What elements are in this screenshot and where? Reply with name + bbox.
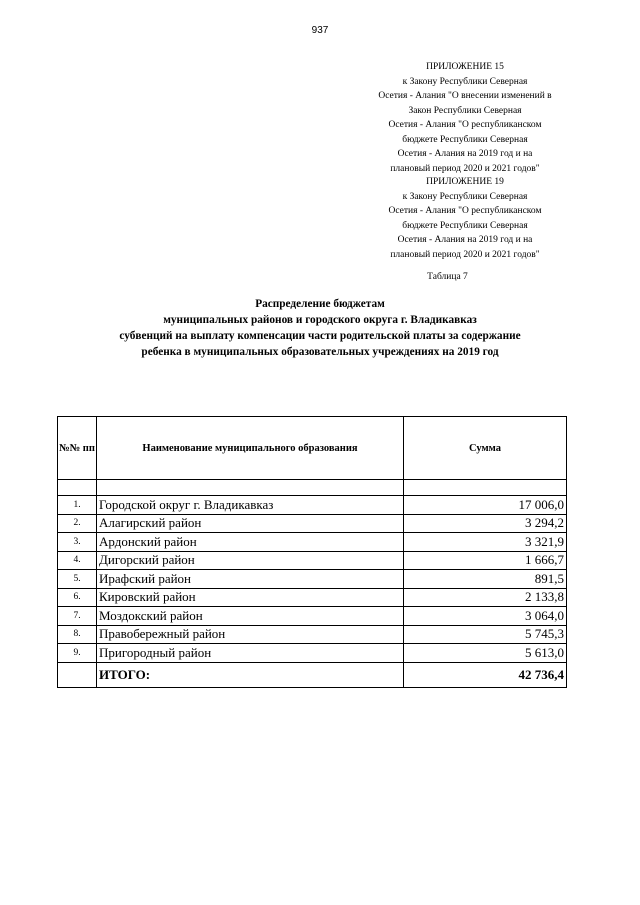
appendix-line: Осетия - Алания на 2019 год и на xyxy=(397,149,533,159)
row-name: Пригородный район xyxy=(97,644,404,663)
appendix-line: к Закону Республики Северная xyxy=(402,76,528,87)
title-line: субвенций на выплату компенсации части родительской платы за содержание xyxy=(119,330,521,342)
total-num-empty xyxy=(58,662,97,687)
row-sum: 1 666,7 xyxy=(404,551,567,570)
header-num: №№ пп xyxy=(58,417,97,480)
row-num: 6. xyxy=(58,588,97,607)
row-sum: 3 294,2 xyxy=(404,514,567,533)
row-sum: 17 006,0 xyxy=(404,496,567,515)
row-sum: 2 133,8 xyxy=(404,588,567,607)
appendix-line: Осетия - Алания "О республиканском xyxy=(388,206,542,216)
appendix-line: к Закону Республики Северная xyxy=(402,191,528,202)
row-sum: 5 745,3 xyxy=(404,625,567,644)
title-line: Распределение бюджетам xyxy=(255,298,385,310)
row-num: 1. xyxy=(58,496,97,515)
row-name: Моздокский район xyxy=(97,607,404,626)
appendix-line: ПРИЛОЖЕНИЕ 19 xyxy=(426,177,504,187)
row-num: 9. xyxy=(58,644,97,663)
row-sum: 891,5 xyxy=(404,570,567,589)
row-name: Ардонский район xyxy=(97,533,404,552)
table-row xyxy=(58,533,567,552)
row-num: 4. xyxy=(58,551,97,570)
row-name: Алагирский район xyxy=(97,514,404,533)
table-row xyxy=(58,514,567,533)
header-sum: Сумма xyxy=(404,417,567,480)
row-num: 8. xyxy=(58,625,97,644)
appendix-line: Осетия - Алания на 2019 год и на xyxy=(397,235,533,245)
row-name: Правобережный район xyxy=(97,625,404,644)
appendix-line: плановый период 2020 и 2021 годов" xyxy=(390,163,540,174)
row-sum: 3 321,9 xyxy=(404,533,567,552)
spacer-row xyxy=(58,480,567,496)
subsidy-table xyxy=(57,416,567,688)
row-num: 3. xyxy=(58,533,97,552)
title-line: муниципальных районов и городского округа г. Владикавказ xyxy=(163,314,477,326)
page-number: 937 xyxy=(311,25,329,36)
appendix-line: Закон Республики Северная xyxy=(408,105,522,116)
table-row xyxy=(58,570,567,589)
table-row xyxy=(58,625,567,644)
table-row xyxy=(58,496,567,515)
table-label: Таблица 7 xyxy=(427,272,468,282)
row-num: 2. xyxy=(58,514,97,533)
appendix-line: бюджете Республики Северная xyxy=(402,220,528,231)
row-name: Кировский район xyxy=(97,588,404,607)
document-title xyxy=(30,296,610,360)
row-sum: 3 064,0 xyxy=(404,607,567,626)
row-num: 7. xyxy=(58,607,97,626)
row-num: 5. xyxy=(58,570,97,589)
appendix-line: плановый период 2020 и 2021 годов" xyxy=(390,249,540,260)
table-row xyxy=(58,551,567,570)
total-row xyxy=(58,662,567,687)
appendix-line: Осетия - Алания "О внесении изменений в xyxy=(378,91,552,101)
table-row xyxy=(58,607,567,626)
total-sum: 42 736,4 xyxy=(404,662,567,687)
row-name: Городской округ г. Владикавказ xyxy=(97,496,404,515)
table-row xyxy=(58,644,567,663)
appendix-line: Осетия - Алания "О республиканском xyxy=(388,120,542,130)
appendix-line: ПРИЛОЖЕНИЕ 15 xyxy=(426,62,504,72)
row-sum: 5 613,0 xyxy=(404,644,567,663)
row-name: Дигорский район xyxy=(97,551,404,570)
appendix-19-header xyxy=(345,175,585,262)
appendix-line: бюджете Республики Северная xyxy=(402,134,528,145)
header-name: Наименование муниципального образования xyxy=(97,417,404,480)
row-name: Ирафский район xyxy=(97,570,404,589)
total-label: ИТОГО: xyxy=(97,662,404,687)
appendix-15-header xyxy=(345,60,585,176)
table-row xyxy=(58,588,567,607)
title-line: ребенка в муниципальных образовательных учреждениях на 2019 год xyxy=(141,346,499,358)
